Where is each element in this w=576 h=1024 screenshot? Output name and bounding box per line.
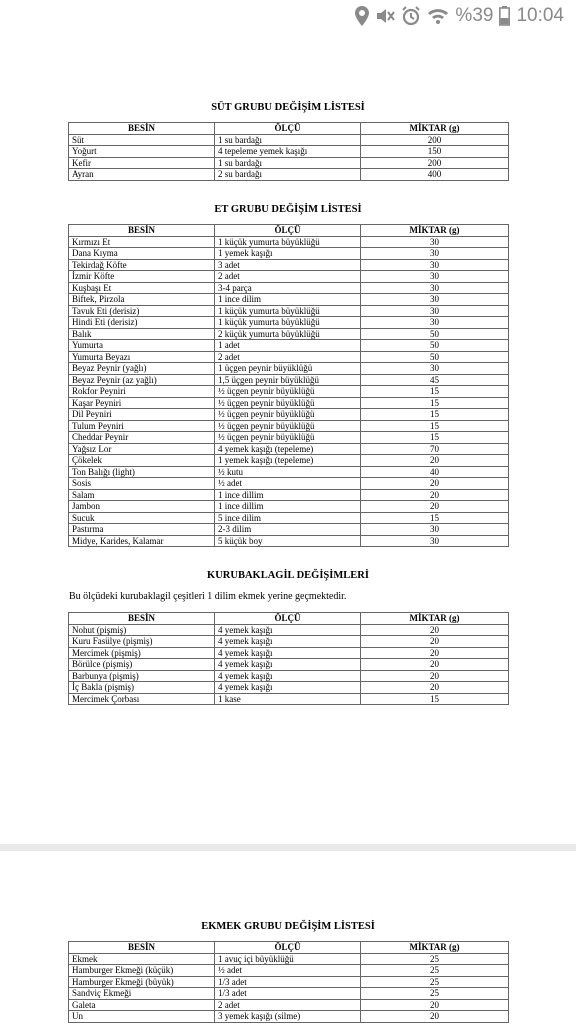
measure-cell: 2 adet: [215, 271, 361, 283]
column-header: ÖLÇÜ: [215, 942, 361, 954]
measure-cell: 5 küçük boy: [215, 535, 361, 547]
food-cell: Jambon: [69, 501, 215, 513]
table-row: [69, 271, 509, 283]
measure-cell: 2 adet: [215, 999, 361, 1011]
amount-cell: 50: [361, 340, 509, 352]
measure-cell: 4 yemek kaşığı: [215, 659, 361, 671]
food-cell: Un: [69, 1011, 215, 1023]
amount-cell: 30: [361, 236, 509, 248]
column-header: BESİN: [69, 123, 215, 135]
measure-cell: 1 ince dillim: [215, 501, 361, 513]
et-table: [68, 224, 509, 547]
food-cell: Dana Kıyma: [69, 248, 215, 260]
amount-cell: 15: [361, 409, 509, 421]
table-row: [69, 363, 509, 375]
table-row: [69, 624, 509, 636]
food-cell: Salam: [69, 489, 215, 501]
measure-cell: 1,5 üçgen peynir büyüklüğü: [215, 374, 361, 386]
measure-cell: 4 yemek kaşığı: [215, 670, 361, 682]
measure-cell: 1 su bardağı: [215, 157, 361, 169]
measure-cell: 1 küçük yumurta büyüklüğü: [215, 317, 361, 329]
ekmek-table: [68, 941, 509, 1023]
column-header: ÖLÇÜ: [215, 613, 361, 625]
amount-cell: 30: [361, 282, 509, 294]
measure-cell: 4 yemek kaşığı: [215, 647, 361, 659]
table-row: [69, 965, 509, 977]
amount-cell: 20: [361, 478, 509, 490]
table-row: [69, 524, 509, 536]
amount-cell: 200: [361, 157, 509, 169]
amount-cell: 20: [361, 489, 509, 501]
amount-cell: 150: [361, 146, 509, 158]
table-row: [69, 659, 509, 671]
food-cell: Hindi Eti (derisiz): [69, 317, 215, 329]
column-header: BESİN: [69, 942, 215, 954]
food-cell: Nohut (pişmiş): [69, 624, 215, 636]
amount-cell: 15: [361, 693, 509, 705]
wifi-icon: [427, 7, 449, 25]
amount-cell: 20: [361, 670, 509, 682]
table-row: [69, 169, 509, 181]
measure-cell: 4 yemek kaşığı: [215, 636, 361, 648]
amount-cell: 20: [361, 1011, 509, 1023]
measure-cell: 1/3 adet: [215, 976, 361, 988]
food-cell: Yumurta: [69, 340, 215, 352]
table-row: [69, 397, 509, 409]
table-row: [69, 693, 509, 705]
kuru-table: [68, 612, 509, 705]
measure-cell: 1 adet: [215, 340, 361, 352]
table-row: [69, 647, 509, 659]
food-cell: Kırmızı Et: [69, 236, 215, 248]
food-cell: İç Bakla (pişmiş): [69, 682, 215, 694]
amount-cell: 20: [361, 647, 509, 659]
measure-cell: 1 kase: [215, 693, 361, 705]
kuru-title: KURUBAKLAGİL DEĞİŞİMLERİ: [207, 570, 369, 581]
column-header: BESİN: [69, 225, 215, 237]
food-cell: Beyaz Peynir (az yağlı): [69, 374, 215, 386]
alarm-icon: [401, 6, 421, 26]
battery-icon: [499, 6, 510, 26]
food-cell: Börülce (pişmiş): [69, 659, 215, 671]
ekmek-title: EKMEK GRUBU DEĞİŞİM LİSTESİ: [201, 921, 375, 932]
measure-cell: 1 avuç içi büyüklüğü: [215, 953, 361, 965]
mute-icon: [375, 6, 395, 26]
food-cell: Ayran: [69, 169, 215, 181]
measure-cell: 1 yemek kaşığı: [215, 248, 361, 260]
food-cell: Tulum Peyniri: [69, 420, 215, 432]
measure-cell: 4 tepeleme yemek kaşığı: [215, 146, 361, 158]
amount-cell: 15: [361, 420, 509, 432]
amount-cell: 200: [361, 134, 509, 146]
food-cell: Rokfor Peyniri: [69, 386, 215, 398]
clock: 10:04: [516, 5, 564, 26]
food-cell: Sandviç Ekmeği: [69, 988, 215, 1000]
table-row: [69, 259, 509, 271]
measure-cell: 1/3 adet: [215, 988, 361, 1000]
table-row: [69, 455, 509, 467]
amount-cell: 400: [361, 169, 509, 181]
table-row: [69, 351, 509, 363]
amount-cell: 30: [361, 524, 509, 536]
food-cell: Sosis: [69, 478, 215, 490]
table-row: [69, 157, 509, 169]
table-row: [69, 134, 509, 146]
table-row: [69, 432, 509, 444]
amount-cell: 20: [361, 636, 509, 648]
table-row: [69, 1011, 509, 1023]
measure-cell: 2-3 dilim: [215, 524, 361, 536]
sut-title: SÜT GRUBU DEĞİŞİM LİSTESİ: [211, 102, 365, 113]
document-page-1[interactable]: [0, 34, 576, 844]
sut-table: [68, 122, 509, 181]
column-header: ÖLÇÜ: [215, 123, 361, 135]
measure-cell: ½ üçgen peynir büyüklüğü: [215, 397, 361, 409]
measure-cell: 2 adet: [215, 351, 361, 363]
measure-cell: 1 küçük yumurta büyüklüğü: [215, 236, 361, 248]
amount-cell: 30: [361, 305, 509, 317]
food-cell: Hamburger Ekmeği (küçük): [69, 965, 215, 977]
table-row: [69, 248, 509, 260]
table-row: [69, 512, 509, 524]
food-cell: Mercimek Çorbası: [69, 693, 215, 705]
amount-cell: 30: [361, 259, 509, 271]
table-row: [69, 976, 509, 988]
food-cell: Ekmek: [69, 953, 215, 965]
table-row: [69, 501, 509, 513]
food-cell: Midye, Karides, Kalamar: [69, 535, 215, 547]
column-header: BESİN: [69, 613, 215, 625]
amount-cell: 25: [361, 976, 509, 988]
food-cell: Barbunya (pişmiş): [69, 670, 215, 682]
food-cell: Kuşbaşı Et: [69, 282, 215, 294]
amount-cell: 15: [361, 512, 509, 524]
measure-cell: ½ adet: [215, 478, 361, 490]
measure-cell: 3 yemek kaşığı (silme): [215, 1011, 361, 1023]
measure-cell: ½ adet: [215, 965, 361, 977]
amount-cell: 30: [361, 317, 509, 329]
food-cell: Kuru Fasülye (pişmiş): [69, 636, 215, 648]
amount-cell: 15: [361, 432, 509, 444]
location-icon: [355, 6, 369, 26]
food-cell: Tavuk Eti (derisiz): [69, 305, 215, 317]
food-cell: Cheddar Peynir: [69, 432, 215, 444]
amount-cell: 25: [361, 953, 509, 965]
table-row: [69, 636, 509, 648]
measure-cell: 1 su bardağı: [215, 134, 361, 146]
amount-cell: 30: [361, 294, 509, 306]
table-row: [69, 374, 509, 386]
food-cell: Yağsız Lor: [69, 443, 215, 455]
table-row: [69, 328, 509, 340]
table-row: [69, 682, 509, 694]
table-row: [69, 535, 509, 547]
amount-cell: 30: [361, 248, 509, 260]
table-row: [69, 489, 509, 501]
amount-cell: 25: [361, 988, 509, 1000]
food-cell: Yoğurt: [69, 146, 215, 158]
document-page-2[interactable]: [0, 851, 576, 1024]
food-cell: Kaşar Peyniri: [69, 397, 215, 409]
measure-cell: 4 yemek kaşığı: [215, 624, 361, 636]
food-cell: Pastırma: [69, 524, 215, 536]
amount-cell: 50: [361, 328, 509, 340]
amount-cell: 30: [361, 363, 509, 375]
food-cell: İzmir Köfte: [69, 271, 215, 283]
food-cell: Dil Peyniri: [69, 409, 215, 421]
food-cell: Biftek, Pirzola: [69, 294, 215, 306]
amount-cell: 20: [361, 501, 509, 513]
table-row: [69, 236, 509, 248]
measure-cell: 1 küçük yumurta büyüklüğü: [215, 305, 361, 317]
measure-cell: 1 üçgen peynir büyüklüğü: [215, 363, 361, 375]
battery-percent: %39: [455, 5, 494, 26]
amount-cell: 20: [361, 624, 509, 636]
table-row: [69, 466, 509, 478]
column-header: MİKTAR (g): [361, 613, 509, 625]
amount-cell: 50: [361, 351, 509, 363]
measure-cell: 2 küçük yumurta büyüklüğü: [215, 328, 361, 340]
amount-cell: 30: [361, 271, 509, 283]
table-row: [69, 340, 509, 352]
status-bar: [0, 0, 576, 34]
kuru-note: Bu ölçüdeki kurubaklagil çeşitleri 1 dilim ekmek yerine geçmektedir.: [69, 591, 347, 602]
food-cell: Yumurta Beyazı: [69, 351, 215, 363]
column-header: MİKTAR (g): [361, 942, 509, 954]
table-row: [69, 420, 509, 432]
amount-cell: 20: [361, 682, 509, 694]
food-cell: Kefir: [69, 157, 215, 169]
table-row: [69, 305, 509, 317]
column-header: MİKTAR (g): [361, 225, 509, 237]
table-row: [69, 386, 509, 398]
table-row: [69, 953, 509, 965]
food-cell: Süt: [69, 134, 215, 146]
food-cell: Ton Balığı (light): [69, 466, 215, 478]
measure-cell: 4 yemek kaşığı (tepeleme): [215, 443, 361, 455]
food-cell: Balık: [69, 328, 215, 340]
measure-cell: 1 ince dillim: [215, 489, 361, 501]
measure-cell: 1 yemek kaşığı (tepeleme): [215, 455, 361, 467]
table-row: [69, 670, 509, 682]
food-cell: Galeta: [69, 999, 215, 1011]
amount-cell: 45: [361, 374, 509, 386]
amount-cell: 25: [361, 965, 509, 977]
table-row: [69, 317, 509, 329]
measure-cell: ½ üçgen peynir büyüklüğü: [215, 409, 361, 421]
measure-cell: ½ kutu: [215, 466, 361, 478]
table-row: [69, 988, 509, 1000]
amount-cell: 20: [361, 455, 509, 467]
table-row: [69, 146, 509, 158]
table-row: [69, 478, 509, 490]
amount-cell: 30: [361, 535, 509, 547]
amount-cell: 15: [361, 397, 509, 409]
food-cell: Sucuk: [69, 512, 215, 524]
amount-cell: 40: [361, 466, 509, 478]
amount-cell: 15: [361, 386, 509, 398]
table-row: [69, 999, 509, 1011]
amount-cell: 20: [361, 659, 509, 671]
measure-cell: 2 su bardağı: [215, 169, 361, 181]
column-header: ÖLÇÜ: [215, 225, 361, 237]
measure-cell: ½ üçgen peynir büyüklüğü: [215, 386, 361, 398]
food-cell: Çökelek: [69, 455, 215, 467]
table-row: [69, 443, 509, 455]
measure-cell: 4 yemek kaşığı: [215, 682, 361, 694]
table-row: [69, 409, 509, 421]
measure-cell: 1 ince dilim: [215, 294, 361, 306]
et-title: ET GRUBU DEĞİŞİM LİSTESİ: [214, 204, 362, 215]
food-cell: Mercimek (pişmiş): [69, 647, 215, 659]
measure-cell: ½ üçgen peynir büyüklüğü: [215, 432, 361, 444]
measure-cell: 3-4 parça: [215, 282, 361, 294]
column-header: MİKTAR (g): [361, 123, 509, 135]
food-cell: Hamburger Ekmeği (büyük): [69, 976, 215, 988]
table-row: [69, 294, 509, 306]
amount-cell: 70: [361, 443, 509, 455]
measure-cell: 5 ince dilim: [215, 512, 361, 524]
measure-cell: ½ üçgen peynir büyüklüğü: [215, 420, 361, 432]
amount-cell: 20: [361, 999, 509, 1011]
table-row: [69, 282, 509, 294]
measure-cell: 3 adet: [215, 259, 361, 271]
food-cell: Tekirdağ Köfte: [69, 259, 215, 271]
food-cell: Beyaz Peynir (yağlı): [69, 363, 215, 375]
